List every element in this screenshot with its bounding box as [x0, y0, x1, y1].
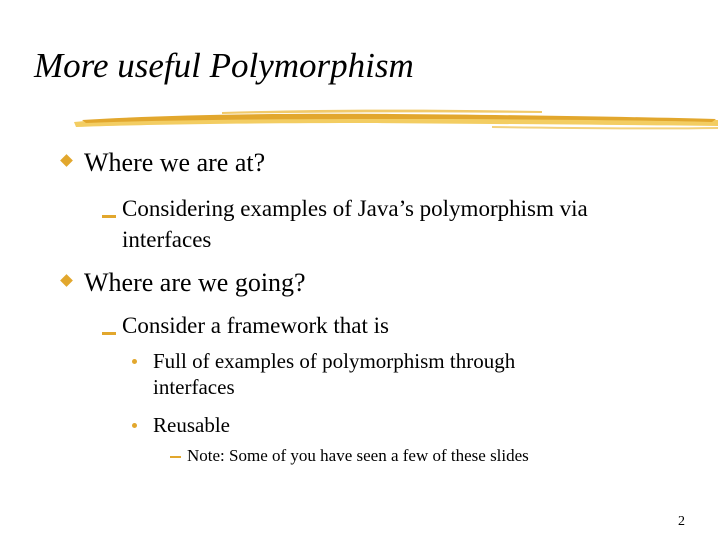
sub-sub-bullet-text: Reusable [153, 413, 230, 437]
sub-sub-bullet-text: Full of examples of polymorphism through interfaces [153, 349, 516, 399]
slide-title: More useful Polymorphism [34, 46, 414, 85]
diamond-bullet-icon [60, 274, 73, 287]
dash-bullet-icon [102, 332, 116, 335]
bullet-text: Where are we going? [84, 268, 306, 297]
dot-bullet-icon [132, 423, 137, 428]
dash-bullet-icon [102, 215, 116, 218]
note-text: Note: Some of you have seen a few of these slides [187, 446, 529, 465]
sub-bullet-text: Considering examples of Java’s polymorphism via interfaces [122, 196, 588, 252]
sub-bullet-text: Consider a framework that is [122, 313, 389, 338]
diamond-bullet-icon [60, 154, 73, 167]
bullet-text: Where we are at? [84, 148, 266, 177]
dash-bullet-icon [170, 456, 181, 458]
dot-bullet-icon [132, 359, 137, 364]
title-underline-brush [72, 106, 720, 132]
page-number: 2 [678, 514, 685, 529]
